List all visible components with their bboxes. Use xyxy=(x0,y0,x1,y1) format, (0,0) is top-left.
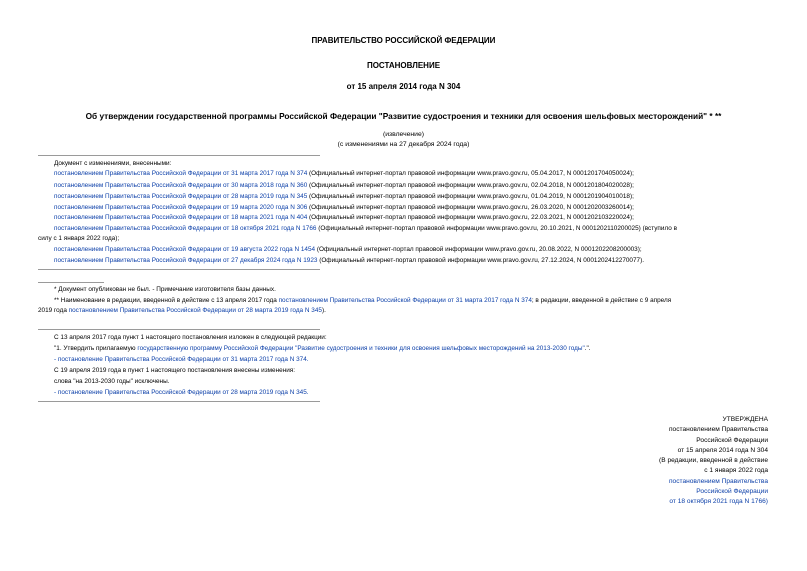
footnote-text: ). xyxy=(321,307,326,314)
document-type: ПОСТАНОВЛЕНИЕ xyxy=(366,61,441,70)
approval-line: с 1 января 2022 года xyxy=(704,467,768,475)
approval-line: постановлением Правительства xyxy=(668,426,768,434)
change-source-link[interactable]: - постановление Правительства Российской Федерации от 28 марта 2019 года N 345. xyxy=(54,389,309,396)
amendment-item xyxy=(54,181,634,190)
footnote-link[interactable]: постановлением Правительства Российской Федерации от 28 марта 2019 года N 345 xyxy=(68,307,322,314)
amendment-item xyxy=(54,256,644,265)
footnote-2-continuation xyxy=(38,306,326,315)
extract-note: (извлечение) xyxy=(382,131,425,138)
amendment-source: (Официальный интернет-портал правовой информации www.pravo.gov.ru, 01.04.2019, N 0001201904010018); xyxy=(307,193,634,200)
footnote-text: ** Наименование в редакции, введенной в действие с 13 апреля 2017 года xyxy=(54,297,279,304)
approval-title: УТВЕРЖДЕНА xyxy=(722,416,768,423)
divider xyxy=(38,401,320,402)
amendment-link[interactable]: постановлением Правительства Российской Федерации от 19 августа 2022 года N 1454 xyxy=(54,246,316,253)
footnote-2 xyxy=(54,296,671,305)
amendment-item xyxy=(54,213,634,222)
amendment-source: (Официальный интернет-портал правовой информации www.pravo.gov.ru, 02.04.2018, N 0001201804020028); xyxy=(307,182,634,189)
divider xyxy=(38,269,320,270)
change-note: С 19 апреля 2019 года в пункт 1 настоящего постановления внесены изменения: xyxy=(54,367,296,374)
amendment-link[interactable]: постановлением Правительства Российской Федерации от 19 марта 2020 года N 306 xyxy=(54,204,308,211)
document-date-number: от 15 апреля 2014 года N 304 xyxy=(346,82,461,91)
amendment-link[interactable]: постановлением Правительства Российской Федерации от 30 марта 2018 года N 360 xyxy=(54,182,308,189)
amendment-link[interactable]: постановлением Правительства Российской Федерации от 27 декабря 2024 года N 1923 xyxy=(54,257,318,264)
amendment-source: (Официальный интернет-портал правовой информации www.pravo.gov.ru, 20.10.2021, N 0001202110200025) (вступило в xyxy=(316,225,677,232)
amendment-source: (Официальный интернет-портал правовой информации www.pravo.gov.ru, 27.12.2024, N 0001202412270077). xyxy=(317,257,645,264)
divider xyxy=(38,155,320,156)
change-note: С 13 апреля 2017 года пункт 1 настоящего постановления изложен в следующей редакции: xyxy=(54,334,327,341)
footnote-1: * Документ опубликован не был. - Примечание изготовителя базы данных. xyxy=(54,286,276,293)
approval-link[interactable]: от 18 октября 2021 года N 1766) xyxy=(669,498,768,506)
change-source xyxy=(54,388,309,397)
change-text: .". xyxy=(584,345,591,352)
program-title-link[interactable]: "Развитие судостроения и техники для освоения шельфовых месторождений на 2013-2030 годы" xyxy=(295,345,585,352)
approval-line: (В редакции, введенной в действие xyxy=(659,457,768,465)
footnote-text: ; в редакции, введенной в действие с 9 апреля xyxy=(531,297,672,304)
change-source xyxy=(54,355,309,364)
amendment-item xyxy=(54,245,642,254)
footnote-divider xyxy=(38,282,104,283)
footnote-text: 2019 года xyxy=(38,307,69,314)
amendments-intro: Документ с изменениями, внесенными: xyxy=(54,160,172,167)
amendment-item xyxy=(54,224,677,233)
amendment-source: (Официальный интернет-портал правовой информации www.pravo.gov.ru, 05.04.2017, N 0001201704050024); xyxy=(307,170,634,177)
divider xyxy=(38,329,320,330)
amendment-item-continuation: силу с 1 января 2022 года); xyxy=(38,235,120,242)
amendment-link[interactable]: постановлением Правительства Российской Федерации от 31 марта 2017 года N 374 xyxy=(54,170,308,177)
amendment-item xyxy=(54,192,634,201)
amendment-link[interactable]: постановлением Правительства Российской Федерации от 18 марта 2021 года N 404 xyxy=(54,214,308,221)
amendment-link[interactable]: постановлением Правительства Российской Федерации от 28 марта 2019 года N 345 xyxy=(54,193,308,200)
amendment-source: (Официальный интернет-портал правовой информации www.pravo.gov.ru, 20.08.2022, N 0001202208200003); xyxy=(315,246,642,253)
change-text: "1. Утвердить прилагаемую xyxy=(54,345,138,352)
approval-line: Российской Федерации xyxy=(696,436,768,444)
change-source-link[interactable]: - постановление Правительства Российской Федерации от 31 марта 2017 года N 374. xyxy=(54,356,309,363)
amendment-link[interactable]: постановлением Правительства Российской Федерации от 18 октября 2021 года N 1766 xyxy=(54,225,317,232)
change-text: слова "на 2013-2030 годы" исключены. xyxy=(54,378,170,385)
approval-line: от 15 апреля 2014 года N 304 xyxy=(677,446,768,454)
change-quote xyxy=(54,344,591,353)
approval-block xyxy=(659,415,768,508)
edition-note: (с изменениями на 27 декабря 2024 года) xyxy=(337,141,470,148)
approval-link[interactable]: Российской Федерации xyxy=(696,488,768,496)
program-link[interactable]: государственную программу Российской Федерации xyxy=(137,345,294,352)
amendment-item xyxy=(54,169,634,178)
approval-link[interactable]: постановлением Правительства xyxy=(668,477,768,485)
government-name: ПРАВИТЕЛЬСТВО РОССИЙСКОЙ ФЕДЕРАЦИИ xyxy=(311,36,496,45)
amendment-source: (Официальный интернет-портал правовой информации www.pravo.gov.ru, 22.03.2021, N 0001202103220024); xyxy=(307,214,634,221)
amendment-source: (Официальный интернет-портал правовой информации www.pravo.gov.ru, 26.03.2020, N 0001202003260014); xyxy=(307,204,634,211)
footnote-link[interactable]: постановлением Правительства Российской Федерации от 31 марта 2017 года N 374 xyxy=(278,297,532,304)
amendment-item xyxy=(54,203,634,212)
document-title: Об утверждении государственной программы Российской Федерации "Развитие судостроения и техники для освоения шельфовых месторождений" * ** xyxy=(85,111,722,121)
